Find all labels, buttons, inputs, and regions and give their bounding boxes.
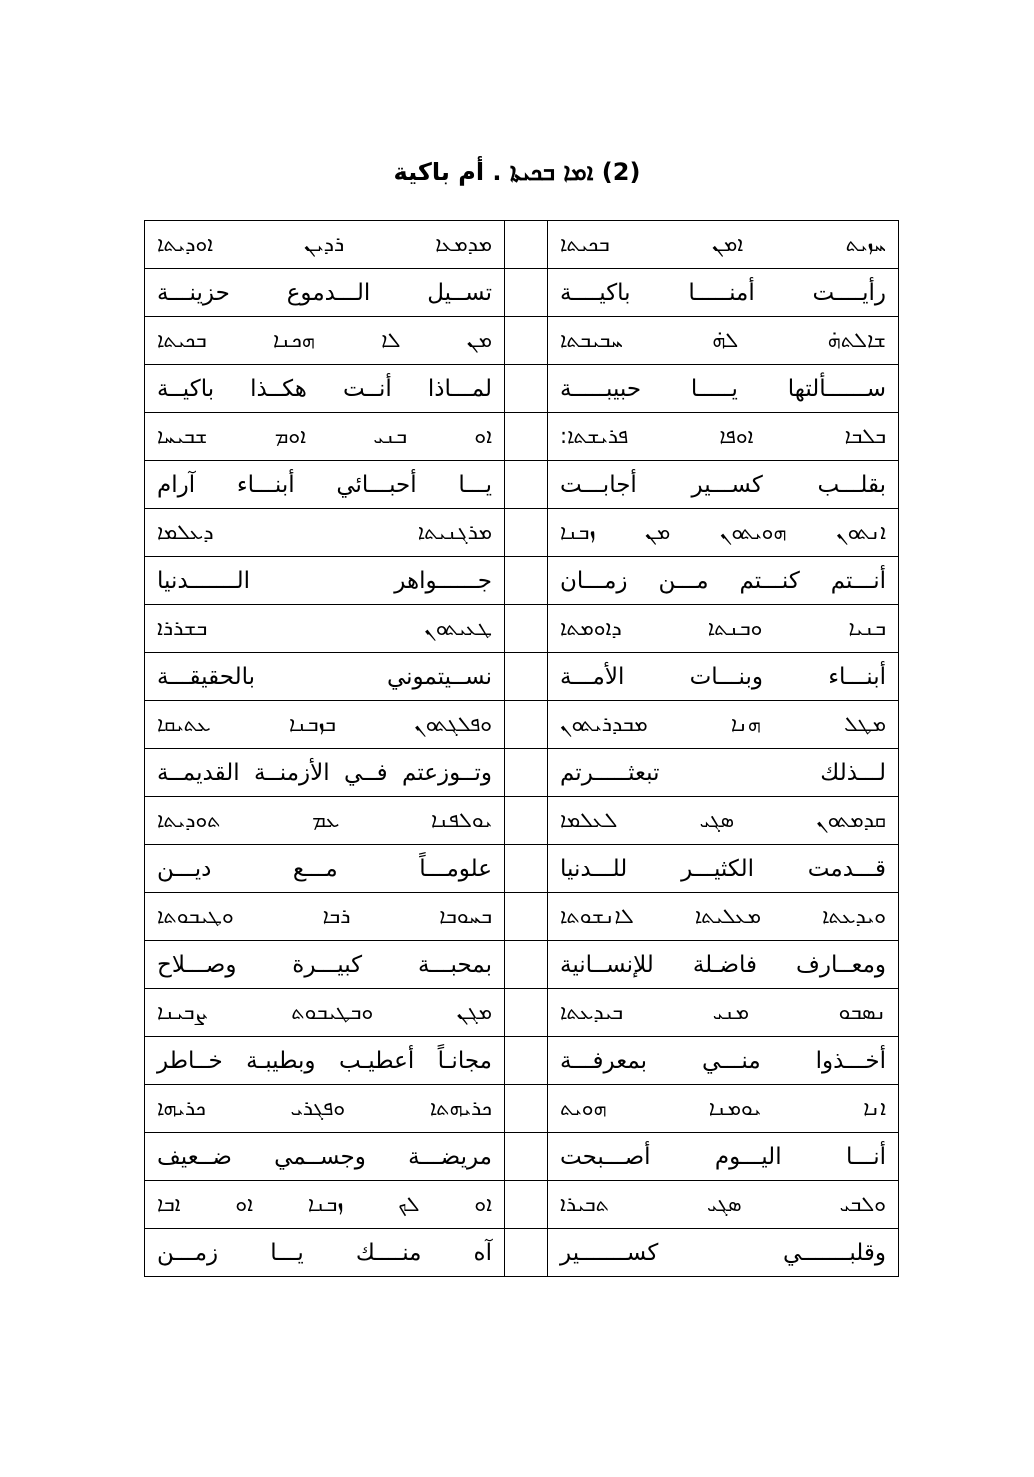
poem-row [145, 413, 899, 461]
verse-separator-cell [505, 989, 548, 1037]
verse-second-half: مجانـاً أعطيـب وبطيبـة خــاطر [145, 1037, 505, 1085]
verse-separator-cell [505, 749, 548, 797]
verse-first-half: وقلبـــــــي كســـــــير [548, 1229, 899, 1277]
verse-second-half: يـــا أحبـــائي أبنـــاء آرام [145, 461, 505, 509]
verse-first-half: ܫܐܠܬܗ̇ ܠܗ̇ ܚܒܝܒܬܐ [548, 317, 899, 365]
verse-second-half: وتــوزعتم فــي الأزمنــة القديمــة [145, 749, 505, 797]
verse-second-half: ܘܦܠܓܬܘܢ ܒܙܒܢܐ ܥܬܝܩܐ [145, 701, 505, 749]
verse-first-half: ܘܠܒܝ ܣܓܝ ܬܒܝܪܐ [548, 1181, 899, 1229]
verse-second-half: آه منــــك يـــا زمـــن [145, 1229, 505, 1277]
verse-second-half: تســيل الـــدموع حزينـــة [145, 269, 505, 317]
verse-first-half: بقلـــب كســـير أجابـــت [548, 461, 899, 509]
verse-first-half: ܐܢܐ ܝܘܡܢܐ ܗܘܝܬ [548, 1085, 899, 1133]
verse-first-half: ســــــألتها يـــــا حبيبـــــة [548, 365, 899, 413]
verse-separator-cell [505, 317, 548, 365]
poem-row [145, 941, 899, 989]
verse-first-half: ܘܝܕܥܬܐ ܡܥܠܝܬܐ ܠܐܢܫܘܬܐ [548, 893, 899, 941]
verse-separator-cell [505, 1181, 548, 1229]
poem-row [145, 989, 899, 1037]
poem-body [145, 221, 899, 1277]
poem-row [145, 365, 899, 413]
verse-separator-cell [505, 461, 548, 509]
verse-separator-cell [505, 701, 548, 749]
verse-second-half: ܡܓܢ ܘܒܛܝܒܘܬ ܨܒܝܢܐ [145, 989, 505, 1037]
poem-row [145, 269, 899, 317]
verse-first-half: أبنـــاء وبنـــات الأمـــة [548, 653, 899, 701]
verse-second-half: ܒܚܘܒܐ ܪܒܐ ܘܛܝܒܘܬܐ [145, 893, 505, 941]
verse-separator-cell [505, 221, 548, 269]
verse-first-half: ܡܛܠ ܗܢܐ ܡܒܕܪܝܬܘܢ [548, 701, 899, 749]
verse-second-half: لمـــاذا أنــت هكــذا باكيــة [145, 365, 505, 413]
poem-row [145, 317, 899, 365]
verse-separator-cell [505, 941, 548, 989]
verse-second-half: علومـــاً مـــع ديـــن [145, 845, 505, 893]
verse-first-half: أخـــذوا منـــي بمعرفـــة [548, 1037, 899, 1085]
poem-row [145, 1229, 899, 1277]
poem-row [145, 605, 899, 653]
verse-second-half: ܟܪܝܗܬܐ ܘܦܓܪܝ ܟܪܝܗܐ [145, 1085, 505, 1133]
verse-first-half: ܒܢܝܐ ܘܒܢܬܐ ܕܐܘܡܬܐ [548, 605, 899, 653]
verse-second-half: ܡܢ ܠܐ ܗܟܢܐ ܒܟܝܬܐ [145, 317, 505, 365]
verse-first-half: ومعــارف فاضـلة للإنســانية [548, 941, 899, 989]
verse-second-half: نســيتموني بالحقيقـــة [145, 653, 505, 701]
verse-second-half: بمحبـــة كبيـــرة وصـــلاح [145, 941, 505, 989]
verse-second-half: مريضـــة وجســمي ضــعيف [145, 1133, 505, 1181]
verse-separator-cell [505, 653, 548, 701]
verse-second-half: ܐܘ ܠܟ ܙܒܢܐ ܐܘ ܐܒܐ [145, 1181, 505, 1229]
verse-separator-cell [505, 1133, 548, 1181]
verse-first-half: رأيــــت أمنـــــا باكيــــة [548, 269, 899, 317]
poem-row [145, 749, 899, 797]
verse-separator-cell [505, 509, 548, 557]
verse-separator-cell [505, 893, 548, 941]
poem-row [145, 893, 899, 941]
verse-separator-cell [505, 269, 548, 317]
verse-first-half: ܢܣܒܘ ܡܢܝ ܒܝܕܥܬܐ [548, 989, 899, 1037]
verse-first-half: ܚܙܝܬ ܐܡܢ ܒܟܝܬܐ [548, 221, 899, 269]
verse-separator-cell [505, 1085, 548, 1133]
poem-row [145, 557, 899, 605]
verse-first-half: قـــدمت الكثيـــر للـــدنيا [548, 845, 899, 893]
verse-second-half: ܛܥܝܬܘܢ ܒܫܪܪܐ [145, 605, 505, 653]
poem-row [145, 797, 899, 845]
poem-row [145, 1181, 899, 1229]
verse-first-half: ܩܕܡܬܘܢ ܣܓܝ ܠܥܠܡܐ [548, 797, 899, 845]
verse-first-half: ܒܠܒܐ ܐܘܦܐ ܦܪܝܫܬܐ: [548, 413, 899, 461]
verse-first-half: أنـــا اليـــوم أصـــبحت [548, 1133, 899, 1181]
verse-first-half: لـــذلك تبعثـــــرتم [548, 749, 899, 797]
poem-row [145, 461, 899, 509]
verse-separator-cell [505, 605, 548, 653]
verse-separator-cell [505, 413, 548, 461]
verse-separator-cell [505, 1229, 548, 1277]
poem-row [145, 509, 899, 557]
verse-first-half: ܐܢܬܘܢ ܗܘܝܬܘܢ ܡܢ ܙܒܢܐ [548, 509, 899, 557]
poem-row [145, 221, 899, 269]
verse-separator-cell [505, 797, 548, 845]
poem-row [145, 1037, 899, 1085]
poem-row [145, 845, 899, 893]
poem-row [145, 1133, 899, 1181]
verse-separator-cell [505, 845, 548, 893]
verse-second-half: ܡܕܡܥܐ ܪܕܝܢ ܐܘܕܝܬܐ [145, 221, 505, 269]
verse-second-half: ܝܘܠܦܢܐ ܥܡ ܬܘܕܝܬܐ [145, 797, 505, 845]
verse-first-half: أنـــتم كنـــتم مـــن زمـــان [548, 557, 899, 605]
verse-second-half: جــــــواهر الـــــــدنيا [145, 557, 505, 605]
verse-separator-cell [505, 557, 548, 605]
poem-table [144, 220, 899, 1277]
page-title: (2) ܐܡܐ ܒܟܝܬܐ . أم باكية [393, 158, 641, 186]
verse-separator-cell [505, 1037, 548, 1085]
verse-second-half: ܐܘ ܒܢܝ ܐܘܡ ܫܒܝܚܐ [145, 413, 505, 461]
poem-row [145, 701, 899, 749]
verse-second-half: ܡܪܓܢܝܬܐ ܕܥܠܡܐ [145, 509, 505, 557]
poem-row [145, 653, 899, 701]
poem-row [145, 1085, 899, 1133]
verse-separator-cell [505, 365, 548, 413]
